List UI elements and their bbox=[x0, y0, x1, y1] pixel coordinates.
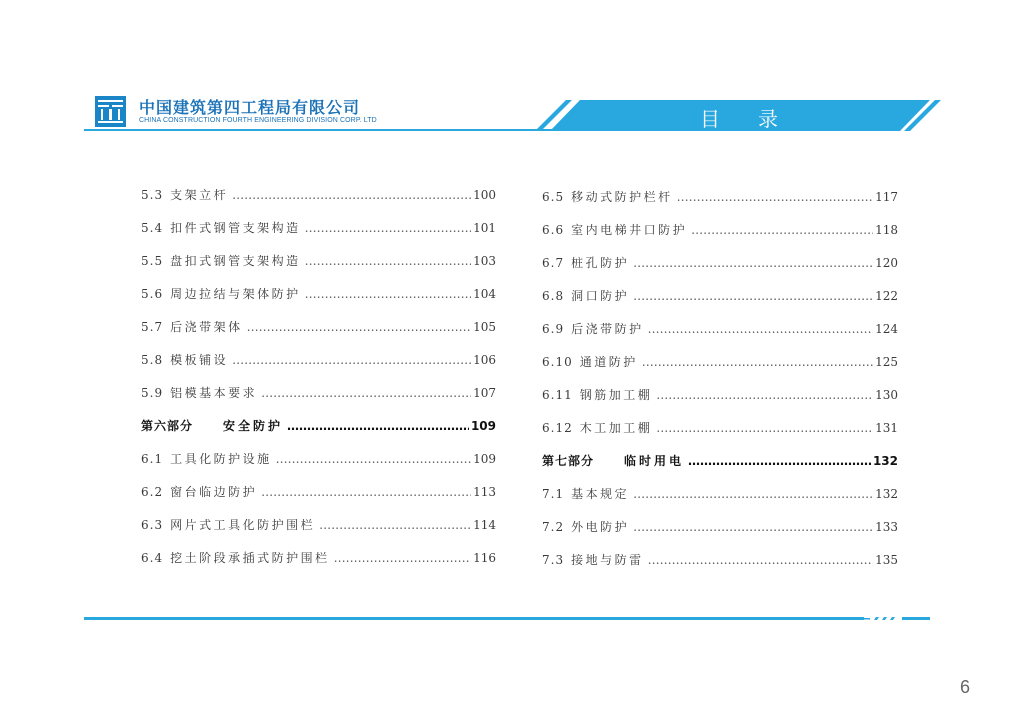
toc-section-entry[interactable] bbox=[141, 417, 496, 450]
toc-entry-label: 室内电梯井口防护 bbox=[571, 223, 688, 237]
toc-entry-number: 6.11 bbox=[542, 388, 573, 402]
company-logo bbox=[95, 96, 126, 127]
toc-entry[interactable] bbox=[542, 287, 898, 320]
toc-entry-label: 周边拉结与架体防护 bbox=[170, 287, 301, 301]
toc-entry[interactable] bbox=[542, 320, 898, 353]
toc-leader-dots bbox=[677, 190, 873, 204]
toc-entry-page: 100 bbox=[473, 188, 496, 202]
toc-entry[interactable] bbox=[542, 353, 898, 386]
toc-right-column bbox=[542, 188, 898, 584]
toc-entry-number: 5.8 bbox=[141, 353, 164, 367]
toc-entry-label: 桩孔防护 bbox=[571, 256, 630, 270]
toc-entry-label: 模板铺设 bbox=[170, 353, 229, 367]
toc-entry[interactable] bbox=[141, 351, 496, 384]
toc-entry-label: 网片式工具化防护围栏 bbox=[170, 518, 316, 532]
toc-entry[interactable] bbox=[542, 188, 898, 221]
toc-entry-page: 125 bbox=[875, 355, 898, 369]
toc-entry-label: 工具化防护设施 bbox=[170, 452, 272, 466]
toc-leader-dots bbox=[633, 289, 873, 303]
toc-entry-label: 基本规定 bbox=[571, 487, 630, 501]
toc-entry-page: 132 bbox=[875, 487, 898, 501]
company-name-cn: 中国建筑第四工程局有限公司 bbox=[139, 98, 361, 117]
toc-section-entry[interactable] bbox=[542, 452, 898, 485]
toc-entry-label: 洞口防护 bbox=[571, 289, 630, 303]
toc-entry-page: 104 bbox=[473, 287, 496, 301]
toc-entry-number: 6.4 bbox=[141, 551, 164, 565]
toc-leader-dots bbox=[276, 452, 471, 466]
toc-leader-dots bbox=[648, 322, 873, 336]
toc-entry[interactable] bbox=[542, 419, 898, 452]
toc-entry[interactable] bbox=[141, 219, 496, 252]
toc-entry-number: 6.1 bbox=[141, 452, 164, 466]
toc-entry-number: 6.8 bbox=[542, 289, 565, 303]
toc-entry[interactable] bbox=[141, 318, 496, 351]
toc-entry[interactable] bbox=[141, 483, 496, 516]
toc-leader-dots bbox=[656, 421, 873, 435]
toc-entry[interactable] bbox=[141, 186, 496, 219]
toc-leader-dots bbox=[633, 256, 873, 270]
toc-entry-label: 盘扣式钢管支架构造 bbox=[170, 254, 301, 268]
toc-leader-dots bbox=[688, 454, 871, 468]
toc-leader-dots bbox=[232, 188, 471, 202]
toc-entry-page: 135 bbox=[875, 553, 898, 567]
toc-entry-number: 6.9 bbox=[542, 322, 565, 336]
toc-entry-label: 挖土阶段承插式防护围栏 bbox=[170, 551, 330, 565]
toc-entry-number: 5.4 bbox=[141, 221, 164, 235]
toc-entry-page: 114 bbox=[473, 518, 496, 532]
toc-entry[interactable] bbox=[141, 285, 496, 318]
toc-entry-label: 外电防护 bbox=[571, 520, 630, 534]
toc-entry[interactable] bbox=[141, 516, 496, 549]
toc-section-number: 第七部分 bbox=[542, 454, 595, 468]
toc-entry-page: 116 bbox=[473, 551, 496, 565]
toc-section-number: 第六部分 bbox=[141, 419, 194, 433]
toc-entry-page: 122 bbox=[875, 289, 898, 303]
toc-entry-page: 117 bbox=[875, 190, 898, 204]
toc-leader-dots bbox=[261, 386, 471, 400]
toc-entry-label: 移动式防护栏杆 bbox=[571, 190, 673, 204]
toc-entry-label: 通道防护 bbox=[579, 355, 638, 369]
toc-leader-dots bbox=[691, 223, 873, 237]
toc-entry-number: 5.5 bbox=[141, 254, 164, 268]
toc-entry-page: 109 bbox=[473, 452, 496, 466]
toc-entry[interactable] bbox=[141, 252, 496, 285]
toc-left-column bbox=[141, 186, 496, 582]
toc-entry-number: 7.3 bbox=[542, 553, 565, 567]
toc-entry-number: 6.7 bbox=[542, 256, 565, 270]
toc-entry-page: 118 bbox=[875, 223, 898, 237]
toc-leader-dots bbox=[633, 520, 873, 534]
toc-leader-dots bbox=[287, 419, 469, 433]
toc-entry-page: 109 bbox=[470, 419, 496, 433]
toc-entry-page: 132 bbox=[872, 454, 898, 468]
toc-entry-number: 5.3 bbox=[141, 188, 164, 202]
toc-entry-label: 后浇带防护 bbox=[571, 322, 644, 336]
toc-leader-dots bbox=[334, 551, 471, 565]
toc-leader-dots bbox=[305, 287, 471, 301]
toc-entry-label: 木工加工棚 bbox=[579, 421, 653, 435]
toc-entry[interactable] bbox=[542, 518, 898, 551]
toc-entry-label: 支架立杆 bbox=[170, 188, 229, 202]
toc-entry-page: 107 bbox=[473, 386, 496, 400]
toc-entry-page: 113 bbox=[473, 485, 496, 499]
toc-leader-dots bbox=[261, 485, 471, 499]
toc-entry-label: 接地与防雷 bbox=[571, 553, 644, 567]
toc-entry-page: 105 bbox=[473, 320, 496, 334]
toc-entry[interactable] bbox=[141, 450, 496, 483]
toc-entry-label: 后浇带架体 bbox=[170, 320, 243, 334]
toc-leader-dots bbox=[656, 388, 873, 402]
page-title-char-1: 目 bbox=[700, 107, 720, 131]
toc-entry-page: 106 bbox=[473, 353, 496, 367]
toc-entry-number: 6.3 bbox=[141, 518, 164, 532]
toc-leader-dots bbox=[633, 487, 873, 501]
toc-entry[interactable] bbox=[542, 221, 898, 254]
toc-leader-dots bbox=[319, 518, 471, 532]
toc-entry[interactable] bbox=[542, 551, 898, 584]
toc-entry[interactable] bbox=[141, 384, 496, 417]
footer-rule bbox=[0, 600, 1024, 640]
toc-entry-number: 7.2 bbox=[542, 520, 565, 534]
toc-entry-number: 6.6 bbox=[542, 223, 565, 237]
toc-entry-number: 5.6 bbox=[141, 287, 164, 301]
toc-entry-page: 124 bbox=[875, 322, 898, 336]
toc-leader-dots bbox=[305, 254, 471, 268]
toc-entry-number: 6.10 bbox=[542, 355, 573, 369]
toc-entry-label: 窗台临边防护 bbox=[170, 485, 258, 499]
toc-leader-dots bbox=[305, 221, 471, 235]
toc-entry[interactable] bbox=[542, 485, 898, 518]
toc-leader-dots bbox=[648, 553, 873, 567]
toc-entry[interactable] bbox=[542, 254, 898, 287]
toc-entry-page: 103 bbox=[473, 254, 496, 268]
toc-entry-label: 铝模基本要求 bbox=[170, 386, 258, 400]
toc-entry[interactable] bbox=[542, 386, 898, 419]
page-header bbox=[0, 0, 1024, 140]
toc-leader-dots bbox=[232, 353, 471, 367]
toc-section-label: 临时用电 bbox=[624, 454, 685, 468]
toc-entry-number: 6.2 bbox=[141, 485, 164, 499]
toc-entry-page: 133 bbox=[875, 520, 898, 534]
toc-entry-number: 5.9 bbox=[141, 386, 164, 400]
toc-section-label: 安全防护 bbox=[223, 419, 284, 433]
toc-entry-label: 扣件式钢管支架构造 bbox=[170, 221, 301, 235]
page-title bbox=[700, 103, 778, 132]
toc-leader-dots bbox=[642, 355, 873, 369]
toc-entry-page: 120 bbox=[875, 256, 898, 270]
toc-entry-page: 130 bbox=[875, 388, 898, 402]
toc-entry-label: 钢筋加工棚 bbox=[579, 388, 653, 402]
toc-entry-page: 131 bbox=[875, 421, 898, 435]
page-title-char-2: 录 bbox=[758, 107, 778, 131]
toc-entry-number: 6.5 bbox=[542, 190, 565, 204]
company-name-en: CHINA CONSTRUCTION FOURTH ENGINEERING DIVISION CORP. LTD bbox=[139, 117, 377, 124]
toc-entry-number: 7.1 bbox=[542, 487, 565, 501]
toc-entry-page: 101 bbox=[473, 221, 496, 235]
page-number: 6 bbox=[960, 677, 971, 697]
toc-entry[interactable] bbox=[141, 549, 496, 582]
toc-leader-dots bbox=[247, 320, 471, 334]
toc-entry-number: 6.12 bbox=[542, 421, 573, 435]
toc-entry-number: 5.7 bbox=[141, 320, 164, 334]
